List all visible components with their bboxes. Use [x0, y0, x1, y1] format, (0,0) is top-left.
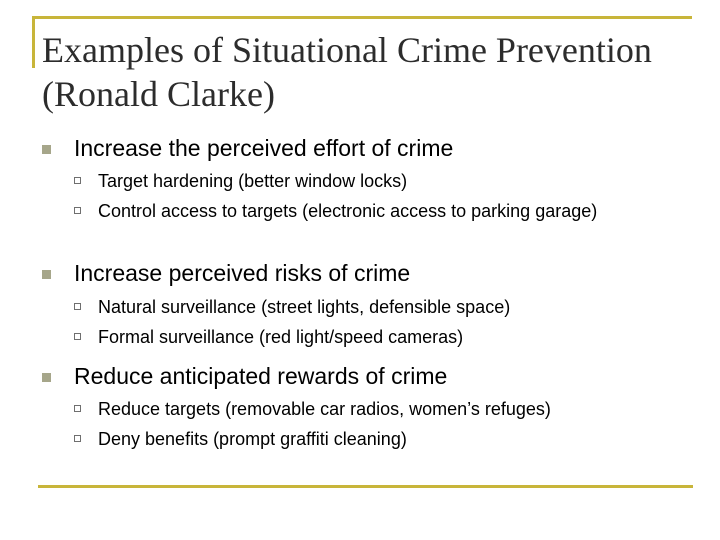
hollow-square-bullet-icon — [74, 177, 81, 184]
slide-title: Examples of Situational Crime Prevention (Ronald Clarke) — [42, 30, 652, 114]
hollow-square-bullet-icon — [74, 435, 81, 442]
frame-left-rule — [32, 16, 35, 68]
bullet-text: Increase the perceived effort of crime — [74, 135, 454, 161]
sub-bullet-text: Target hardening (better window locks) — [98, 171, 408, 191]
hollow-square-bullet-icon — [74, 333, 81, 340]
sub-bullet-text: Natural surveillance (street lights, defensible space) — [98, 297, 511, 317]
sub-bullet-text: Formal surveillance (red light/speed cameras) — [98, 327, 464, 347]
sub-bullet-text: Deny benefits (prompt graffiti cleaning) — [98, 429, 407, 449]
bullet-text: Reduce anticipated rewards of crime — [74, 363, 448, 389]
sub-bullet-text: Reduce targets (removable car radios, women’s refuges) — [98, 399, 551, 419]
square-bullet-icon — [42, 145, 51, 154]
bullet-list — [42, 0, 682, 540]
square-bullet-icon — [42, 373, 51, 382]
square-bullet-icon — [42, 270, 51, 279]
bullet-text: Increase perceived risks of crime — [74, 260, 411, 286]
hollow-square-bullet-icon — [74, 405, 81, 412]
hollow-square-bullet-icon — [74, 207, 81, 214]
hollow-square-bullet-icon — [74, 303, 81, 310]
sub-bullet-text: Control access to targets (electronic access to parking garage) — [98, 201, 598, 221]
